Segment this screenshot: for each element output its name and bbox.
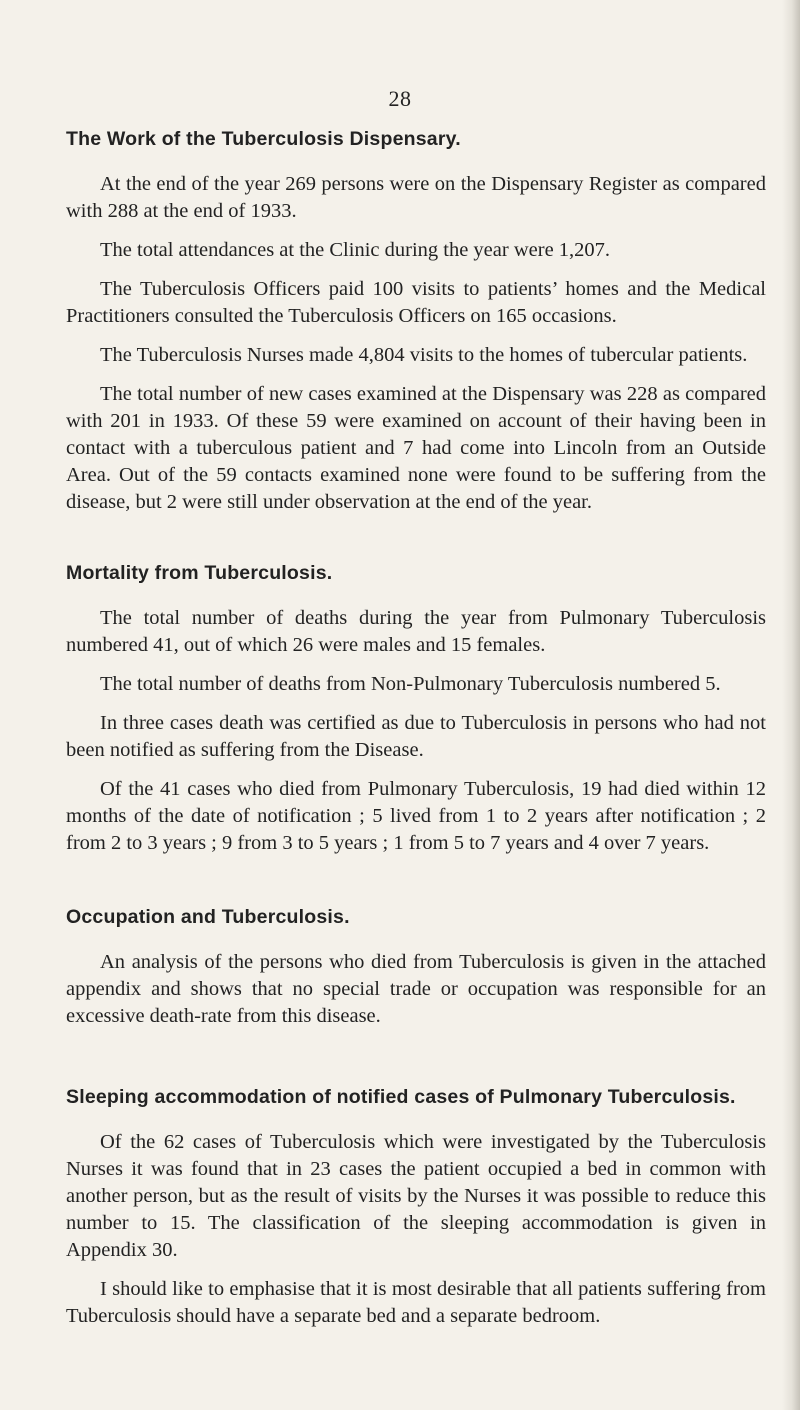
paragraph: The Tuberculosis Officers paid 100 visits to patients’ homes and the Medical Practitioners consulted the Tuberculosis Officers on 165 occasions.	[66, 278, 766, 327]
page-number: 28	[388, 86, 412, 111]
section-mortality	[66, 558, 766, 857]
section-sleeping-accommodation	[66, 1082, 766, 1330]
paragraph: I should like to emphasise that it is most desirable that all patients suffering from Tuberculosis should have a separate bed and a separate bedroom.	[66, 1278, 766, 1327]
section-dispensary-work	[66, 124, 766, 516]
paragraph: At the end of the year 269 persons were on the Dispensary Register as compared with 288 at the end of 1933.	[66, 173, 766, 222]
paragraph: Of the 62 cases of Tuberculosis which were investigated by the Tuberculosis Nurses it was found that in 23 cases the patient occupied a bed in common with another person, but as the result of visits by the Nurses it was possible to reduce this number to 15. The classification of the sleeping accommodation is given in Appendix 30.	[66, 1131, 766, 1261]
document-body	[66, 124, 766, 1342]
section-heading: Sleeping accommodation of notified cases of Pulmonary Tuberculosis.	[66, 1086, 736, 1108]
section-heading: The Work of the Tuberculosis Dispensary.	[66, 128, 461, 150]
paragraph: The total number of deaths during the year from Pulmonary Tuberculosis numbered 41, out of which 26 were males and 15 females.	[66, 607, 766, 656]
paragraph: Of the 41 cases who died from Pulmonary Tuberculosis, 19 had died within 12 months of the date of notification ; 5 lived from 1 to 2 years after notification ; 2 from 2 to 3 years ; 9 from 3 to 5 years ; 1 from 5 to 7 years and 4 over 7 years.	[66, 778, 766, 854]
paragraph: The total number of deaths from Non-Pulmonary Tuberculosis numbered 5.	[100, 673, 721, 695]
section-occupation	[66, 902, 766, 1030]
paragraph: An analysis of the persons who died from Tuberculosis is given in the attached appendix and shows that no special trade or occupation was responsible for an excessive death-rate from this disease.	[66, 951, 766, 1027]
paragraph: The total number of new cases examined at the Dispensary was 228 as compared with 201 in 1933. Of these 59 were examined on account of their having been in contact with a tuberculous patient and 7 had come into Lincoln from an Outside Area. Out of the 59 contacts examined none were found to be suffering from the disease, but 2 were still under observation at the end of the year.	[66, 383, 766, 513]
paragraph: The Tuberculosis Nurses made 4,804 visits to the homes of tubercular patients.	[100, 344, 748, 366]
section-heading: Mortality from Tuberculosis.	[66, 562, 333, 584]
paragraph: In three cases death was certified as due to Tuberculosis in persons who had not been notified as suffering from the Disease.	[66, 712, 766, 761]
page-edge-shadow	[782, 0, 800, 1410]
paragraph: The total attendances at the Clinic during the year were 1,207.	[100, 239, 611, 261]
section-heading: Occupation and Tuberculosis.	[66, 906, 350, 928]
